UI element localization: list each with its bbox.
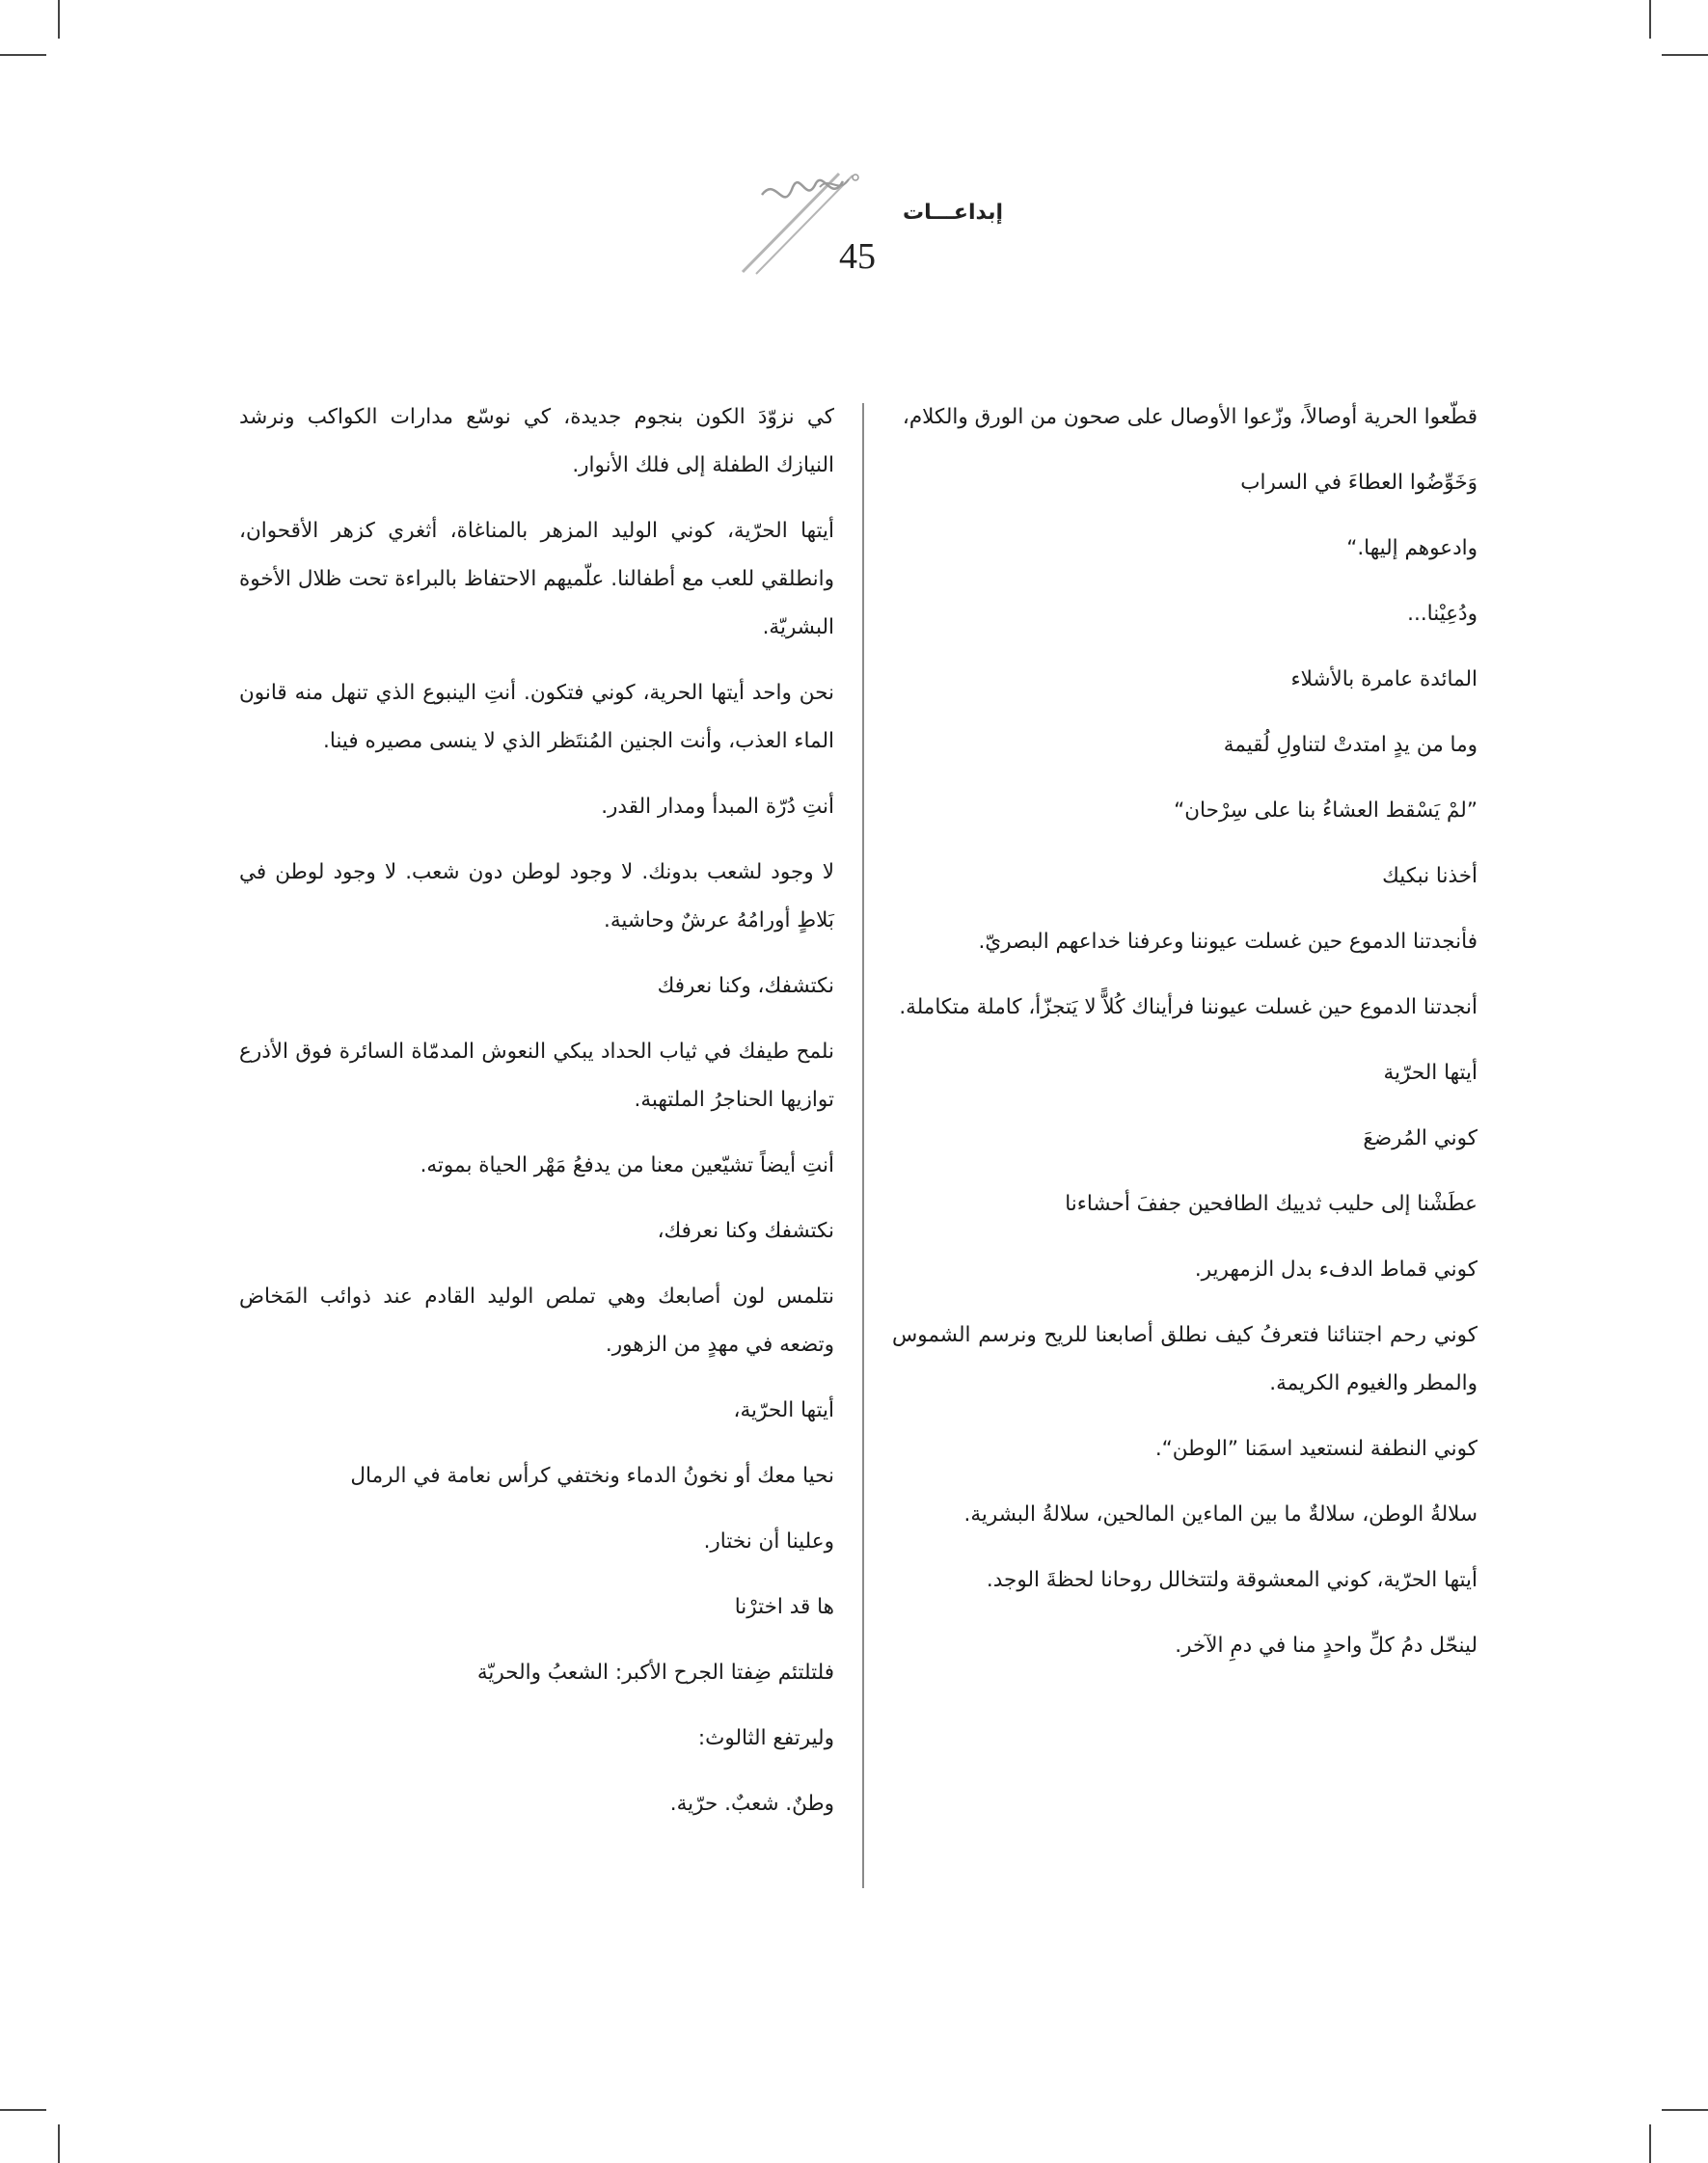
paragraph: نحن واحد أيتها الحرية، كوني فتكون. أنتِ الينبوع الذي تنهل منه قانون الماء العذب، وأنت الجنين المُنتَظر الذي لا ينسى مصيره فينا. xyxy=(239,681,834,753)
paragraph: ”لمْ يَسْقط العشاءُ بنا على سِرْحان“ xyxy=(1174,798,1478,823)
paragraph: أنتِ دُرّة المبدأ ومدار القدر. xyxy=(601,795,834,819)
paragraph: ها قد اخترْنا xyxy=(734,1595,834,1619)
paragraph: كوني رحم اجتنائنا فتعرفُ كيف نطلق أصابعنا للريح ونرسم الشموس والمطر والغيوم الكريمة. xyxy=(892,1323,1478,1395)
paragraph: عطَشْنا إلى حليب ثدييك الطافحين جففَ أحشاءنا xyxy=(1065,1192,1478,1216)
crop-mark-bottom-left-h xyxy=(0,2109,46,2111)
crop-mark-top-left-h xyxy=(0,54,46,56)
paragraph: نلمح طيفك في ثياب الحداد يبكي النعوش المدمّاة السائرة فوق الأذرع توازيها الحناجرُ الملتهبة. xyxy=(239,1040,834,1112)
paragraph: وما من يدٍ امتدتْ لتناولِ لُقيمة xyxy=(1223,733,1478,757)
right-column xyxy=(892,393,1478,1688)
paragraph: نكتشفك وكنا نعرفك، xyxy=(657,1219,834,1243)
paragraph: وطنٌ. شعبٌ. حرّية. xyxy=(669,1792,834,1816)
paragraph: وعلينا أن نختار. xyxy=(703,1529,834,1554)
page-number: 45 xyxy=(839,236,876,277)
crop-mark-bottom-right-h xyxy=(1662,2109,1708,2111)
paragraph: أيتها الحرّية، كوني المعشوقة ولتتخالل روحانا لحظةَ الوجد. xyxy=(986,1568,1478,1592)
page-header xyxy=(714,166,1003,282)
paragraph: نتلمس لون أصابعك وهي تملص الوليد القادم عند ذوائب المَخاض وتضعه في مهدٍ من الزهور. xyxy=(239,1284,834,1357)
section-label: إبداعـــات xyxy=(902,201,1003,225)
paragraph: فأنجدتنا الدموع حين غسلت عيوننا وعرفنا خداعهم البصريّ. xyxy=(978,930,1478,954)
paragraph: كوني النطفة لنستعيد اسمَنا ”الوطن“. xyxy=(1154,1437,1478,1461)
paragraph: كي نزوّدَ الكون بنجوم جديدة، كي نوسّع مدارات الكواكب ونرشد النيازك الطفلة إلى فلك الأنوار. xyxy=(239,405,834,477)
crop-mark-top-left xyxy=(58,0,60,39)
paragraph: كوني المُرضعَ xyxy=(1363,1126,1478,1150)
paragraph: وادعوهم إليها.“ xyxy=(1346,536,1478,560)
paragraph: أيتها الحرّية، xyxy=(733,1398,834,1422)
paragraph: قطّعوا الحرية أوصالاً، وزّعوا الأوصال على صحون من الورق والكلام، xyxy=(902,405,1478,429)
paragraph: وليرتفع الثالوث: xyxy=(697,1726,834,1750)
paragraph: أخذنا نبكيك xyxy=(1382,864,1478,888)
paragraph: فلتلتئم ضِفتا الجرح الأكبر: الشعبُ والحريّة xyxy=(476,1661,834,1685)
paragraph: لا وجود لشعب بدونك. لا وجود لوطن دون شعب. لا وجود لوطن في بَلاطٍ أورامُهُ عرشٌ وحاشية. xyxy=(239,860,834,933)
column-divider xyxy=(862,403,864,1888)
paragraph: نحيا معك أو نخونُ الدماء ونختفي كرأس نعامة في الرمال xyxy=(350,1464,834,1488)
paragraph: أيتها الحرّية xyxy=(1383,1061,1478,1085)
paragraph: أنجدتنا الدموع حين غسلت عيوننا فرأيناك كُلاًّ لا يَتجزّأ، كاملة متكاملة. xyxy=(899,995,1478,1019)
paragraph: أيتها الحرّية، كوني الوليد المزهر بالمناغاة، أثغري كزهر الأقحوان، وانطلقي للعب مع أطفالنا. علّميهم الاحتفاظ بالبراءة تحت ظلال الأخوة البشريّة. xyxy=(239,519,834,639)
paragraph: كوني قماط الدفء بدل الزمهرير. xyxy=(1194,1257,1478,1282)
paragraph: ودُعِيْنا... xyxy=(1407,602,1478,626)
crop-mark-bottom-right xyxy=(1649,2124,1651,2163)
crop-mark-bottom-left xyxy=(58,2124,60,2163)
crop-mark-top-right-h xyxy=(1662,54,1708,56)
crop-mark-top-right xyxy=(1649,0,1651,39)
paragraph: المائدة عامرة بالأشلاء xyxy=(1290,667,1478,691)
paragraph: لينحّل دمُ كلِّ واحدٍ منا في دمِ الآخر. xyxy=(1175,1634,1478,1658)
paragraph: نكتشفك، وكنا نعرفك xyxy=(657,974,834,998)
paragraph: وَخَوِّضُوا العطاءَ في السراب xyxy=(1240,471,1478,495)
logo-text: Nizwa xyxy=(781,224,784,225)
paragraph: أنتِ أيضاً تشيّعين معنا من يدفعُ مَهْر الحياة بموته. xyxy=(420,1153,834,1177)
paragraph: سلالةُ الوطن، سلالةٌ ما بين الماءين المالحين، سلالةُ البشرية. xyxy=(963,1502,1478,1527)
left-column xyxy=(239,393,834,1846)
